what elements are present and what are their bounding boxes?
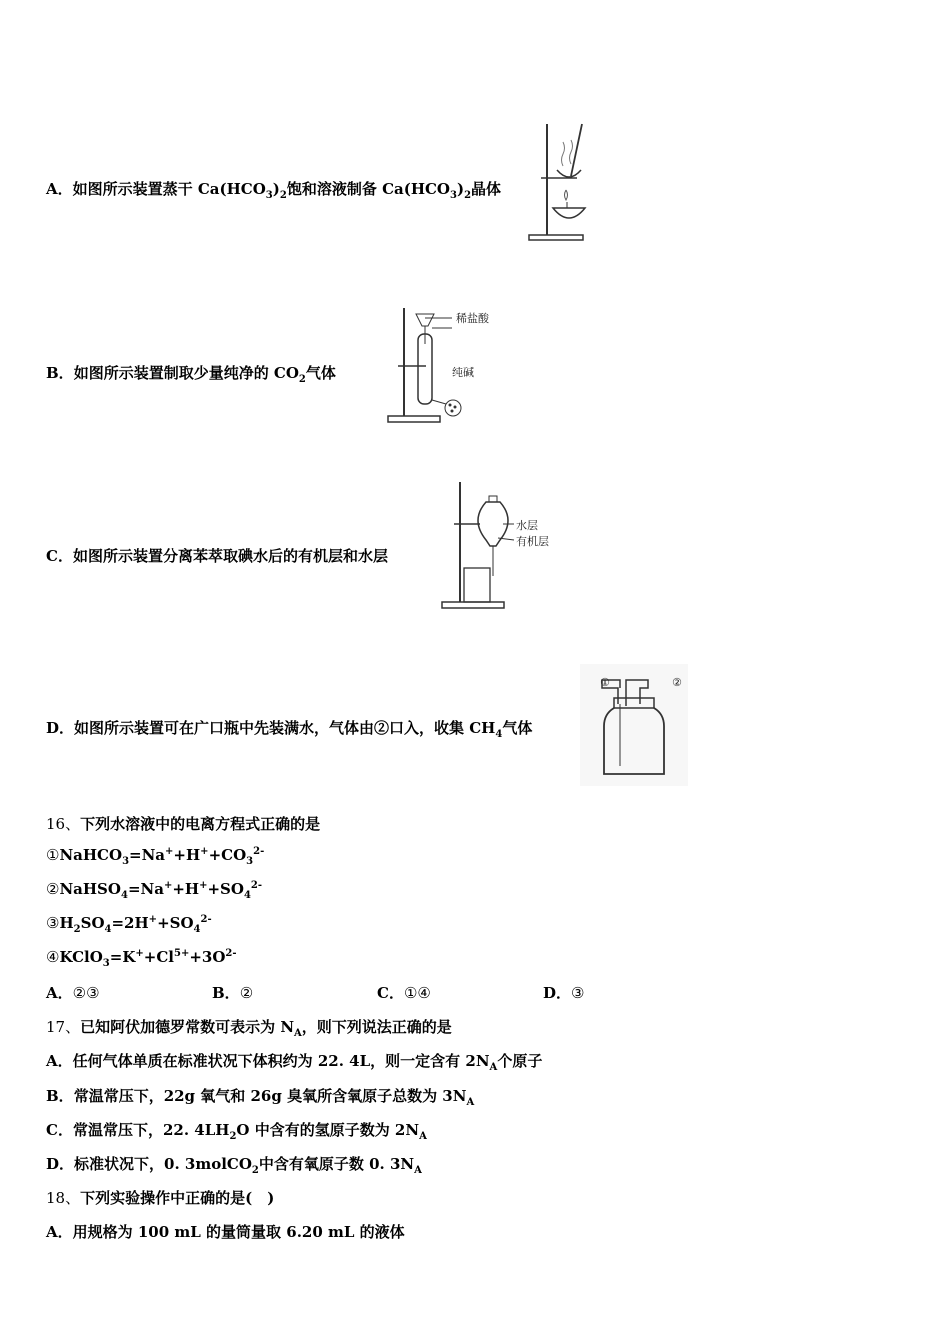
subscript: 3: [265, 190, 273, 201]
equation-text: SO: [80, 914, 105, 932]
option-label: B．: [46, 1087, 74, 1105]
superscript: +: [200, 846, 209, 857]
option-text: 如图所示装置分离苯萃取碘水后的有机层和水层: [72, 547, 388, 565]
option-label: B．: [212, 984, 240, 1002]
figure-label-port-2: ②: [672, 676, 682, 689]
option-text: 个原子: [497, 1052, 543, 1070]
subscript: 4: [193, 924, 201, 935]
equation-text: +SO: [157, 914, 194, 932]
subscript: 2: [464, 190, 472, 201]
figure-label-port-1: ①: [600, 676, 610, 689]
option-text: 中含有氧原子数 0. 3N: [258, 1155, 415, 1173]
superscript: 2-: [225, 948, 237, 959]
q16-equation-2: [46, 880, 262, 901]
option-text: 用规格为 100 mL 的量筒量取 6.20 mL 的液体: [72, 1223, 405, 1241]
subscript: A: [294, 1028, 302, 1039]
q16-option-d: [543, 982, 584, 1003]
equation-text: +H: [173, 846, 201, 864]
circled-number: ②: [46, 880, 60, 898]
question-stem: 下列水溶液中的电离方程式正确的是: [80, 815, 321, 833]
superscript: +: [165, 846, 174, 857]
equation-text: +CO: [208, 846, 247, 864]
option-text: 如图所示装置可在广口瓶中先装满水，气体由②口入，收集 CH: [74, 719, 496, 737]
equation-text: =K: [109, 948, 136, 966]
option-text: 饱和溶液制备 Ca(HCO: [286, 180, 450, 198]
equation-text: +3O: [189, 948, 226, 966]
subscript: A: [419, 1131, 427, 1142]
option-label: D．: [46, 1155, 75, 1173]
option-text: 常温常压下，22. 4LH: [72, 1121, 230, 1139]
evaporation-apparatus-figure: [527, 118, 595, 244]
equation-text: =Na: [129, 846, 166, 864]
option-label: C．: [377, 984, 404, 1002]
subscript: 2: [279, 190, 287, 201]
superscript: +: [199, 880, 208, 891]
subscript: A: [466, 1097, 475, 1108]
equation-text: NaHCO: [59, 846, 123, 864]
subscript: 4: [495, 729, 503, 740]
q18-option-a: [46, 1221, 405, 1242]
q16-option-b: [212, 982, 253, 1003]
superscript: +: [148, 914, 158, 925]
figure-label-dilute-hcl: 稀盐酸: [456, 312, 489, 325]
question-stem: 已知阿伏加德罗常数可表示为 N: [80, 1018, 295, 1036]
subscript: 2: [229, 1131, 237, 1142]
option-text: ①④: [403, 984, 431, 1002]
figure-label-water-layer: 水层: [516, 519, 538, 532]
option-text: ): [456, 180, 465, 198]
q17-option-a: [46, 1050, 542, 1073]
option-text: 任何气体单质在标准状况下体积约为 22. 4L，则一定含有 2N: [72, 1052, 490, 1070]
q17-option-d: [46, 1153, 422, 1176]
equation-text: H: [59, 914, 74, 932]
subscript: 4: [104, 924, 112, 935]
q15-option-b: [46, 362, 336, 385]
circled-number: ③: [46, 914, 60, 932]
separatory-funnel-figure: [440, 480, 560, 612]
subscript: 2: [73, 924, 81, 935]
q16-option-a: [46, 982, 100, 1003]
option-label: A．: [46, 1052, 73, 1070]
q17-option-b: [46, 1085, 474, 1108]
circled-number: ④: [46, 948, 60, 966]
question-number: 17、: [46, 1018, 81, 1036]
superscript: +: [163, 880, 173, 891]
option-text: 气体: [502, 719, 533, 737]
figure-label-soda: 纯碱: [452, 366, 474, 379]
superscript: 5+: [173, 948, 190, 959]
option-text: 气体: [305, 364, 336, 382]
figure-label-organic-layer: 有机层: [516, 535, 549, 548]
subscript: 3: [450, 190, 457, 201]
subscript: 3: [122, 856, 130, 867]
equation-text: +Cl: [143, 948, 174, 966]
superscript: 2-: [250, 880, 263, 891]
question-stem: 下列实验操作中正确的是( ): [80, 1189, 275, 1207]
question-stem: ，则下列说法正确的是: [301, 1018, 452, 1036]
option-text: ): [272, 180, 280, 198]
superscript: 2-: [200, 914, 212, 925]
question-number: 18、: [46, 1189, 81, 1207]
option-text: ②③: [72, 984, 100, 1002]
option-label: A．: [46, 180, 73, 198]
option-label: D．: [46, 719, 75, 737]
subscript: 4: [120, 890, 128, 901]
equation-text: +H: [172, 880, 200, 898]
co2-generator-figure: [386, 304, 506, 428]
equation-text: NaHSO: [59, 880, 121, 898]
option-label: A．: [46, 1223, 73, 1241]
option-label: A．: [46, 984, 73, 1002]
subscript: 2: [251, 1165, 259, 1176]
q16-option-c: [377, 982, 431, 1003]
option-text: 标准状况下，0. 3molCO: [74, 1155, 252, 1173]
option-text: 如图所示装置制取少量纯净的 CO: [73, 364, 299, 382]
q16-equation-3: [46, 914, 212, 935]
option-label: C．: [46, 547, 73, 565]
question-number: 16、: [46, 815, 81, 833]
superscript: +: [135, 948, 144, 959]
subscript: 3: [246, 856, 254, 867]
equation-text: =2H: [111, 914, 149, 932]
superscript: 2-: [253, 846, 265, 857]
q16-equation-1: [46, 846, 264, 867]
option-label: B．: [46, 364, 74, 382]
circled-number: ①: [46, 846, 60, 864]
equation-text: +SO: [207, 880, 244, 898]
gas-washing-bottle-figure: [580, 664, 688, 786]
q18-stem: [46, 1187, 274, 1208]
subscript: 4: [243, 890, 251, 901]
equation-text: =Na: [127, 880, 164, 898]
option-text: 如图所示装置蒸干 Ca(HCO: [72, 180, 266, 198]
option-text: ③: [571, 984, 585, 1002]
option-text: 常温常压下，22g 氧气和 26g 臭氧所含氧原子总数为 3N: [73, 1087, 467, 1105]
q15-option-a: [46, 178, 501, 201]
q16-equation-4: [46, 948, 237, 969]
option-label: D．: [543, 984, 572, 1002]
subscript: A: [489, 1062, 498, 1073]
q15-option-d: [46, 717, 532, 740]
option-text: ②: [239, 984, 254, 1002]
q15-option-c: [46, 545, 388, 566]
subscript: 2: [298, 374, 306, 385]
option-text: O 中含有的氢原子数为 2N: [236, 1121, 420, 1139]
subscript: 3: [102, 958, 110, 969]
option-text: 晶体: [471, 180, 502, 198]
q17-option-c: [46, 1119, 427, 1142]
q16-stem: [46, 813, 320, 834]
subscript: A: [414, 1165, 422, 1176]
equation-text: KClO: [59, 948, 103, 966]
option-label: C．: [46, 1121, 73, 1139]
q17-stem: [46, 1016, 452, 1039]
